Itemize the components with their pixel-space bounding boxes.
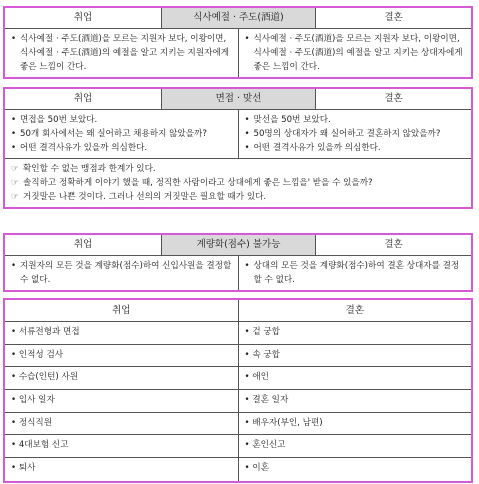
note-item: ☞ 솔직하고 정확하게 이야기 했을 때, 정직한 사람이라고 상대에게 좋은 느낌을' 받을 수 있을까?	[11, 178, 373, 188]
employment-cell: • 4대보험 신고	[5, 435, 239, 458]
table-body	[5, 29, 471, 77]
employment-column	[5, 29, 239, 77]
employment-cell: • 인적성 검사	[5, 345, 239, 368]
table-header	[5, 8, 471, 29]
table-row	[5, 458, 471, 481]
list-item: • 어떤 결격사유가 있을까 의심한다.	[244, 143, 381, 153]
list-item: • 50개 회사에서는 왜 실어하고 채용하지 않았을까?	[11, 129, 207, 139]
list-item: • 지원자의 모든 것을 계량화(점수)하여 신입사원을 결정할 수 없다.	[11, 261, 232, 285]
pointing-hand-icon: ☞	[11, 192, 19, 202]
list-item: • 맞선을 50번 보았다.	[244, 115, 331, 125]
header-topic: 계량화(점수) 불가능	[162, 235, 316, 256]
header-employment: 취업	[5, 235, 162, 256]
list-item: • 면접을 50번 보았다.	[11, 115, 98, 125]
header-topic: 식사예절 · 주도(酒道)	[162, 8, 316, 29]
header-employment: 취업	[5, 8, 162, 29]
table-quantification	[3, 233, 473, 292]
pointing-hand-icon: ☞	[11, 178, 19, 188]
employment-cell: • 수습(인턴) 사원	[5, 367, 239, 390]
table-row	[5, 322, 471, 345]
table-body	[5, 256, 471, 290]
table-row	[5, 413, 471, 436]
employment-cell: • 입사 일자	[5, 390, 239, 413]
table-row	[5, 367, 471, 390]
employment-cell: • 퇴사	[5, 458, 239, 481]
marriage-column	[239, 29, 472, 77]
table-header	[5, 89, 471, 110]
list-item: • 50명의 상대자가 왜 실어하고 결혼하지 않았을까?	[244, 129, 441, 139]
table-row	[5, 435, 471, 458]
table-interview-matchmaking	[3, 87, 473, 209]
table-row	[5, 390, 471, 413]
list-item: • 식사예절 · 주도(酒道)을 모르는 지원자 보다, 이왕이면, 식사예절 · 주도(酒道)의 예절을 알고 지키는 지원자에게 좋은 느낌이 간다.	[11, 34, 230, 72]
marriage-cell: • 결혼 일자	[239, 390, 472, 413]
header-employment: 취업	[5, 300, 239, 322]
employment-column	[5, 256, 239, 290]
marriage-column	[239, 110, 472, 158]
table-body	[5, 110, 471, 158]
marriage-cell: • 이혼	[244, 463, 269, 474]
table-header	[5, 300, 471, 322]
marriage-cell: • 배우자(부인, 남편)	[239, 413, 472, 436]
pointing-hand-icon: ☞	[11, 164, 19, 174]
list-item: • 상대의 모든 것을 계량화(점수)하여 결혼 상대자를 결정할 수 없다.	[244, 261, 460, 285]
header-employment: 취업	[5, 89, 162, 110]
employment-cell: • 서류전형과 면접	[5, 322, 239, 345]
note-item: ☞ 확인할 수 없는 맹점과 한계가 있다.	[11, 164, 156, 174]
list-item: • 식사예절 · 주도(酒道)을 모르는 지원자 보다, 이왕이면, 식사예절 · 주도(酒道)의 예절을 알고 지키는 상대자에게 좋은 느낌이 간다.	[244, 34, 463, 72]
marriage-column	[239, 256, 472, 290]
header-marriage: 결혼	[316, 235, 471, 256]
table-header	[5, 235, 471, 256]
notes-section	[5, 158, 471, 207]
list-item: • 어떤 결격사유가 있을까 의심한다.	[11, 143, 148, 153]
marriage-cell: • 애인	[239, 367, 472, 390]
table-dining-etiquette	[3, 6, 473, 79]
marriage-cell: • 혼인신고	[239, 435, 472, 458]
header-marriage: 결혼	[239, 300, 472, 322]
table-row	[5, 345, 471, 368]
table-stage-comparison	[3, 298, 473, 483]
header-topic: 면접 · 맞선	[162, 89, 316, 110]
employment-column	[5, 110, 239, 158]
note-item: ☞ 거짓말은 나쁜 것이다. 그러나 선의의 거짓말은 필요할 때가 있다.	[11, 192, 267, 202]
header-marriage: 결혼	[316, 8, 471, 29]
marriage-cell: • 겉 궁합	[239, 322, 472, 345]
marriage-cell: • 속 궁합	[239, 345, 472, 368]
employment-cell: • 정식직원	[5, 413, 239, 436]
header-marriage: 결혼	[316, 89, 471, 110]
